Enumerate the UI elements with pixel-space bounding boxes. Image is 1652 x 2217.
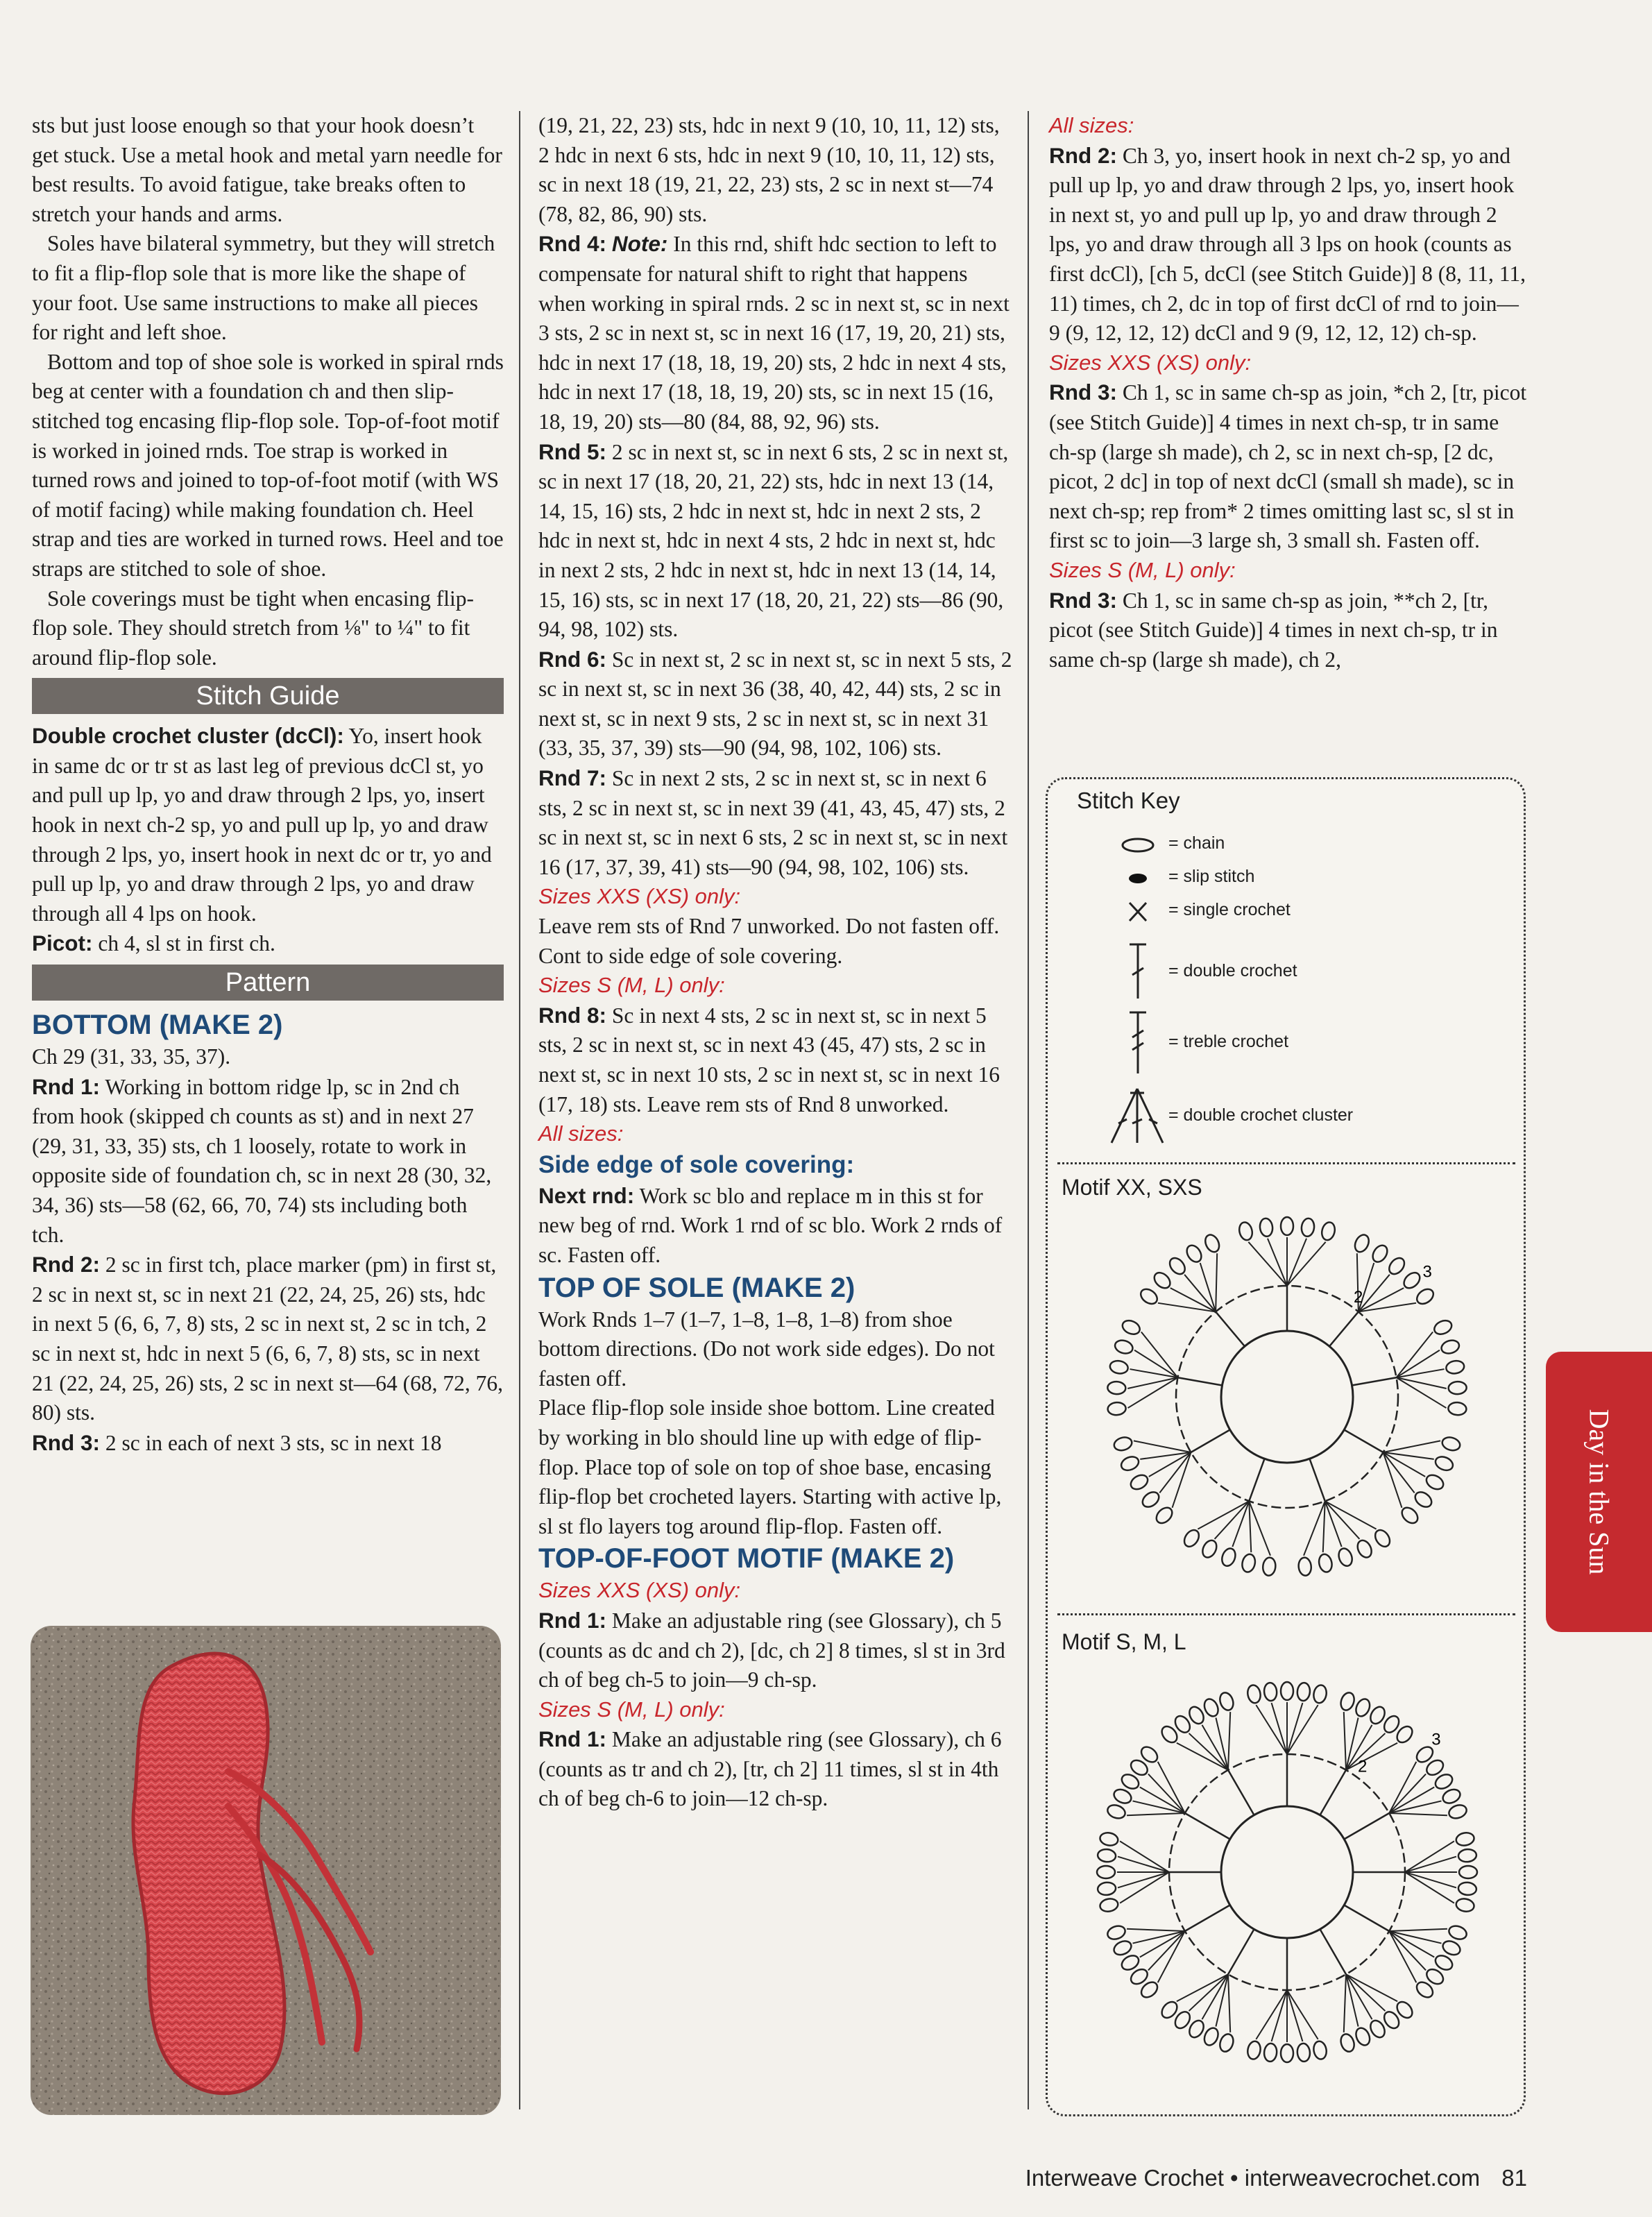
outer-stitch	[1249, 1501, 1251, 1552]
center-ring	[1221, 1806, 1353, 1938]
size-subhead: All sizes:	[538, 1121, 624, 1146]
symmetry-paragraph: Soles have bilateral symmetry, but they will stretch to fit a flip-flop sole that is more like the shape of your foot. Use same instructions to make all pieces for right and left shoe.	[32, 231, 495, 345]
rnd-label: Rnd 3:	[32, 1429, 100, 1455]
chain-symbol-icon	[1117, 828, 1159, 863]
rnd-text: Sc in next 2 sts, 2 sc in next st, sc in next 6 sts, 2 sc in next st, sc in next 39 (41, 43, 45, 47) sts, 2 sc in next st, sc in next 6 sts, 2 sc in next st, sc in next 16 (17, 37, 39, 41) sts—90 (94, 98, 102, 106) sts.	[538, 766, 1008, 879]
outer-stitch	[1120, 1872, 1169, 1903]
double-crochet-cluster-symbol-icon	[1106, 1085, 1168, 1147]
bottom-rnd-3	[32, 1428, 504, 1459]
motif-divider	[1057, 1613, 1515, 1615]
top-sole-heading: TOP OF SOLE (MAKE 2)	[538, 1272, 855, 1303]
outer-stitch	[1228, 1712, 1230, 1770]
picot	[1107, 1381, 1126, 1394]
picot	[1119, 1454, 1141, 1473]
rnd-label: Next rnd:	[538, 1182, 635, 1208]
outer-stitch	[1148, 1774, 1185, 1813]
outer-stitch	[1118, 1872, 1169, 1887]
size-subhead: Sizes S (M, L) only:	[538, 973, 725, 998]
outer-stitch	[1389, 1801, 1441, 1813]
outer-stitch	[1383, 1452, 1415, 1493]
rnd-text: Make an adjustable ring (see Glossary), ch 5 (counts as dc and ch 2), [dc, ch 2] 8 times, sl st in 3rd ch of beg ch-5 to join—9 ch-sp.	[538, 1608, 1005, 1692]
side-edge-heading: Side edge of sole covering:	[538, 1150, 855, 1178]
column-2	[538, 111, 1013, 1814]
outer-stitch	[1134, 1441, 1191, 1452]
tightness-paragraph: Sole coverings must be tight when encasing flip-flop sole. They should stretch from ⅛" to ¼" to fit around flip-flop sole.	[32, 586, 475, 670]
column-divider	[519, 111, 520, 2109]
picot	[1414, 1286, 1436, 1307]
outer-stitch	[1228, 1974, 1230, 2032]
dccl-text: Yo, insert hook in same dc or tr st as last leg of previous dcCl st, yo and pull up lp, yo and draw through 2 lps, yo, insert hook in next ch-2 sp, yo and pull up lp, yo and draw through 2 lps, yo, insert hook in next dc or tr, yo and pull up lp, yo and draw through 2 lps, yo and draw through all 4 lps on hook.	[32, 724, 492, 926]
outer-stitch	[1128, 1377, 1178, 1408]
key-row-treble-crochet	[1117, 1008, 1506, 1078]
outer-stitch	[1148, 1931, 1185, 1970]
picot	[1458, 1882, 1477, 1896]
picot	[1355, 1538, 1374, 1560]
picot	[1455, 1831, 1475, 1846]
key-row-chain	[1117, 828, 1506, 863]
column-divider	[1028, 111, 1029, 2109]
outer-stitch	[1127, 1813, 1185, 1815]
stitch-post	[1320, 1929, 1347, 1974]
size-subhead: Sizes XXS (XS) only:	[538, 884, 741, 909]
rnd-label: Rnd 2:	[1049, 142, 1117, 168]
section-tab-label: Day in the Sun	[1583, 1409, 1615, 1575]
outer-stitch	[1127, 1377, 1177, 1388]
picot	[1238, 1221, 1254, 1242]
picot	[1097, 1849, 1116, 1862]
rnd-text: 2 sc in next st, sc in next 6 sts, 2 sc in next st, sc in next 17 (18, 20, 21, 22) sts, hdc in next 13 (14, 14, 15, 16) sts, 2 hdc in next st, hdc in next 2 sts, 2 hdc in next st, hdc in next 4 sts, 2 hdc in next st, hdc in next 2 sts, 2 hdc in next st, hdc in next 13 (14, 14, 15, 16) sts, sc in next 17 (18, 20, 21, 22) sts—86 (90, 94, 98, 102) sts.	[538, 439, 1009, 642]
stitch-post	[1177, 1377, 1222, 1385]
stitch-post	[1185, 1905, 1230, 1932]
rnd-text: Work sc blo and replace m in this st for new beg of rnd. Work 1 rnd of sc blo. Work 2 rnds of sc. Fasten off.	[538, 1183, 1003, 1267]
outer-stitch	[1389, 1931, 1441, 1944]
intro-paragraph: sts but just loose enough so that your hook doesn’t get stuck. Use a metal hook and metal yarn needle for best results. To avoid fatigue, take breaks often to stretch your hands and arms.	[32, 113, 502, 226]
picot	[1432, 1318, 1454, 1336]
picot	[1263, 1682, 1277, 1701]
picot	[1413, 1489, 1435, 1510]
picot	[1300, 1218, 1315, 1237]
picot	[1433, 1454, 1455, 1473]
picot	[1458, 1849, 1477, 1862]
footer-site: interweavecrochet.com	[1244, 2165, 1481, 2191]
outer-stitch	[1389, 1931, 1426, 1970]
picot	[1099, 1831, 1119, 1846]
picot	[1336, 1547, 1354, 1568]
outer-stitch	[1189, 1733, 1228, 1770]
outer-stitch	[1118, 1857, 1169, 1872]
single-crochet-symbol-icon	[1117, 894, 1159, 929]
section-tab	[1546, 1352, 1652, 1632]
picot	[1401, 1270, 1422, 1291]
top-sole-text: Work Rnds 1–7 (1–7, 1–8, 1–8, 1–8) from shoe bottom directions. (Do not work side edges). Do not fasten off.	[538, 1307, 995, 1391]
picot	[1109, 1359, 1129, 1375]
stitch-post	[1329, 1311, 1359, 1346]
outer-stitch	[1344, 1974, 1346, 2032]
picot	[1281, 1682, 1293, 1700]
motif-heading: TOP-OF-FOOT MOTIF (MAKE 2)	[538, 1543, 955, 1574]
picot	[1424, 1472, 1446, 1493]
motif-rnd-2	[1049, 141, 1528, 348]
outer-stitch	[1216, 1253, 1217, 1311]
rnd-text: Ch 1, sc in same ch-sp as join, *ch 2, [tr, picot (see Stitch Guide)] 4 times in next ch-sp, tr in same ch-sp (large sh made), ch 2, sc in next ch-sp, [2 dc, picot, 2 dc] in top of next dcCl (small sh made), sc in next ch-sp; rep from* 2 times omitting last sc, sl st in first sc to join—3 large sh, 3 small sh. Fasten off.	[1049, 380, 1527, 553]
picot	[1140, 1489, 1162, 1510]
outer-stitch	[1198, 1501, 1249, 1529]
picot	[1318, 1553, 1334, 1573]
picot	[1459, 1866, 1477, 1878]
motif-2-chart	[1068, 1650, 1506, 2094]
picot	[1386, 1255, 1408, 1277]
bottom-rnd-1	[32, 1072, 504, 1250]
outer-stitch	[1346, 1974, 1359, 2026]
picot	[1246, 1684, 1261, 1704]
picot	[1259, 1218, 1274, 1237]
outer-stitch	[1127, 1929, 1185, 1931]
size-subhead: All sizes:	[1049, 113, 1134, 137]
bottom-rnd-2	[32, 1250, 504, 1428]
picot	[1447, 1803, 1469, 1821]
picot	[1354, 1697, 1372, 1718]
outer-stitch	[1287, 1990, 1302, 2041]
picot	[1202, 1232, 1222, 1254]
footer-magazine: Interweave Crochet	[1025, 2165, 1224, 2191]
note-label: Note:	[611, 231, 668, 257]
outer-stitch	[1287, 1990, 1318, 2039]
construction-paragraph: Bottom and top of shoe sole is worked in spiral rnds beg at center with a foundation ch and then slip-stitched tog encasing flip-flop sole. Top-of-foot motif is worked in joined rnds. Toe strap is worked in turned rows and joined to top-of-foot motif (with WS of motif facing) while making foundation ch. Heel strap and ties are worked in turned rows. Heel and toe straps are stitched to sole of shoe.	[32, 349, 504, 581]
center-ring	[1221, 1331, 1353, 1463]
picot	[1447, 1923, 1469, 1942]
outer-stitch	[1133, 1801, 1185, 1813]
rnd-text: 2 sc in each of next 3 sts, sc in next 18	[105, 1430, 442, 1455]
size-subhead: Sizes XXS (XS) only:	[1049, 350, 1252, 375]
outer-stitch	[1389, 1813, 1447, 1815]
picot	[1399, 1504, 1420, 1526]
picot	[1167, 1255, 1189, 1277]
stitch-post	[1228, 1770, 1254, 1815]
picot-label: Picot:	[32, 931, 93, 956]
key-label: = treble crochet	[1168, 1032, 1289, 1051]
picot	[1114, 1339, 1134, 1356]
rnd-text: Make an adjustable ring (see Glossary), ch 6 (counts as tr and ch 2), [tr, ch 2] 11 times, sl st in 4th ch of beg ch-6 to join—12 ch-sp.	[538, 1727, 1002, 1811]
outer-stitch	[1120, 1841, 1169, 1872]
outer-stitch	[1405, 1872, 1454, 1903]
rnd-label: Rnd 2:	[32, 1252, 100, 1277]
stitch-post	[1216, 1311, 1245, 1346]
picot	[1220, 1547, 1238, 1568]
round-label: 2	[1354, 1288, 1363, 1307]
bottom-rnd-3-continued: (19, 21, 22, 23) sts, hdc in next 9 (10, 10, 11, 12) sts, 2 hdc in next 6 sts, hdc in next 9 (10, 10, 11, 12) sts, sc in next 18 (19, 21, 22, 23) sts, 2 sc in next st—74 (78, 82, 86, 90) sts.	[538, 113, 1000, 226]
bottom-rnd-6	[538, 645, 1013, 763]
outer-stitch	[1383, 1452, 1434, 1459]
stitch-guide-banner: Stitch Guide	[32, 678, 504, 714]
outer-stitch	[1133, 1931, 1185, 1944]
outer-stitch	[1287, 1705, 1318, 1754]
round-label: 3	[1422, 1262, 1432, 1282]
picot	[1281, 1217, 1293, 1235]
column-3	[1049, 111, 1528, 674]
dccl-label: Double crochet cluster (dcCl):	[32, 723, 344, 749]
picot-definition	[32, 928, 504, 959]
outer-stitch	[1256, 1990, 1287, 2039]
side-edge-next-rnd	[538, 1181, 1013, 1271]
rnd-label: Rnd 8:	[538, 1002, 606, 1028]
outer-stitch	[1141, 1332, 1178, 1377]
bottom-rnd-7	[538, 763, 1013, 882]
outer-stitch	[1159, 1452, 1191, 1493]
bottom-rnd-5	[538, 437, 1013, 645]
picot	[1112, 1939, 1133, 1957]
motif-1-title: Motif XX, SXS	[1062, 1175, 1202, 1200]
key-row-single-crochet	[1117, 894, 1506, 929]
double-crochet-symbol-icon	[1117, 940, 1159, 1003]
picot	[1320, 1221, 1337, 1242]
round-label: 3	[1431, 1730, 1441, 1749]
outer-stitch	[1216, 1974, 1228, 2026]
picot	[1246, 2040, 1261, 2060]
page-footer	[1025, 2165, 1527, 2191]
bottom-rnd-4	[538, 229, 1013, 436]
rnd-text: In this rnd, shift hdc section to left to compensate for natural shift to right that happens when working in spiral rnds. 2 sc in next st, sc in next 3 sts, 2 sc in next st, sc in next 16 (17, 19, 20, 21) sts, hdc in next 17 (18, 18, 19, 20) sts, 2 hdc in next 4 sts, hdc in next 17 (18, 18, 19, 20) sts, sc in next 15 (16, 18, 19, 20) sts—80 (84, 88, 92, 96) sts.	[538, 232, 1010, 434]
outer-stitch	[1287, 1239, 1306, 1286]
picot	[1128, 1472, 1150, 1493]
motif-rnd-1-xxs	[538, 1606, 1013, 1695]
dccl-definition	[32, 721, 504, 928]
stitch-key-title: Stitch Key	[1077, 788, 1180, 813]
key-row-dc-cluster	[1117, 1085, 1506, 1147]
picot	[1218, 2032, 1236, 2054]
picot	[1218, 1691, 1236, 1713]
picot	[1106, 1803, 1127, 1821]
key-label: = slip stitch	[1168, 867, 1255, 886]
picot	[1138, 1286, 1160, 1307]
outer-stitch	[1256, 1705, 1287, 1754]
motif-2-title: Motif S, M, L	[1062, 1629, 1186, 1654]
picot	[1202, 1697, 1220, 1718]
key-label: = double crochet	[1168, 961, 1297, 980]
bottom-rnd-8	[538, 1001, 1013, 1119]
outer-stitch	[1287, 1242, 1326, 1286]
stitch-post	[1344, 1905, 1389, 1932]
rnd-label: Rnd 5:	[538, 439, 606, 464]
rnd-text: Sc in next 4 sts, 2 sc in next st, sc in next 5 sts, 2 sc in next st, sc in next 43 (45, 47) sts, 2 sc in next st, sc in next 10 sts, 2 sc in next st, sc in next 16 (17, 18) sts. Leave rem sts of Rnd 8 unworked.	[538, 1003, 1000, 1116]
column-1	[32, 111, 504, 1458]
picot	[1121, 1318, 1142, 1336]
stitch-post	[1309, 1459, 1325, 1501]
outer-stitch	[1346, 1974, 1385, 2011]
assembly-text: Place flip-flop sole inside shoe bottom. Line created by working in blo should line up with edge of flip-flop. Place top of sole on top of shoe base, encasing flip-flop bet crocheted layers. Starting with active lp, sl st flo layers tog around flip-flop. Fasten off.	[538, 1395, 1002, 1538]
rnd-label: Rnd 7:	[538, 765, 606, 791]
picot	[1448, 1381, 1467, 1394]
outer-stitch	[1232, 1501, 1249, 1547]
picot	[1184, 1243, 1204, 1265]
outer-stitch	[1216, 1718, 1228, 1770]
sole-shape	[133, 1654, 284, 2093]
stitch-post	[1185, 1813, 1230, 1840]
picot	[1099, 1897, 1119, 1912]
picot	[1297, 2043, 1311, 2062]
rnd-label: Rnd 1:	[538, 1607, 606, 1633]
picot	[1106, 1923, 1127, 1942]
outer-stitch	[1325, 1501, 1360, 1539]
sole-photo-illustration	[31, 1626, 501, 2115]
key-row-double-crochet	[1117, 940, 1506, 1003]
rnd-text: Sc in next st, 2 sc in next st, sc in next 5 sts, 2 sc in next st, sc in next 36 (38, 40, 42, 44) sts, 2 sc in next st, sc in next 9 sts, 2 sc in next st, sc in next 31 (33, 35, 37, 39) sts—90 (94, 98, 102, 106) sts.	[538, 647, 1012, 761]
picot	[1455, 1897, 1475, 1912]
rnd-label: Rnd 4:	[538, 231, 606, 257]
size-subhead: Sizes XXS (XS) only:	[538, 1578, 741, 1603]
picot	[1107, 1402, 1126, 1416]
picot	[1182, 1527, 1202, 1549]
picot	[1440, 1436, 1461, 1452]
outer-stitch	[1405, 1857, 1456, 1872]
bottom-chain: Ch 29 (31, 33, 35, 37).	[32, 1044, 231, 1069]
outer-stitch	[1287, 1703, 1302, 1754]
picot	[1338, 2032, 1356, 2054]
picot	[1097, 1866, 1115, 1878]
stitch-post	[1320, 1770, 1347, 1815]
outer-stitch	[1383, 1452, 1402, 1508]
outer-stitch	[1344, 1712, 1346, 1770]
outer-stitch	[1304, 1501, 1325, 1555]
outer-stitch	[1173, 1452, 1191, 1508]
stitch-post	[1228, 1929, 1254, 1974]
rnd-label: Rnd 3:	[1049, 380, 1117, 405]
outer-stitch	[1249, 1501, 1270, 1555]
stitch-key-box	[1046, 777, 1526, 2116]
outer-stitch	[1272, 1703, 1287, 1754]
footer-bullet: •	[1230, 2165, 1238, 2191]
outer-stitch	[1397, 1332, 1433, 1377]
motif-rnd-1-s	[538, 1724, 1013, 1814]
picot	[1153, 1504, 1175, 1526]
picot	[1151, 1270, 1173, 1291]
slip-stitch-symbol-icon	[1117, 861, 1159, 896]
pattern-banner: Pattern	[32, 965, 504, 1001]
outer-stitch	[1389, 1929, 1447, 1931]
stitch-post	[1344, 1813, 1389, 1840]
outer-stitch	[1389, 1774, 1426, 1813]
key-label: = chain	[1168, 833, 1225, 853]
picot	[1297, 1557, 1312, 1577]
rnd-label: Rnd 3:	[1049, 587, 1117, 613]
picot-text: ch 4, sl st in first ch.	[98, 931, 275, 956]
picot	[1113, 1436, 1134, 1452]
picot	[1262, 1557, 1277, 1577]
picot	[1200, 1538, 1219, 1560]
picot	[1440, 1939, 1462, 1957]
picot	[1263, 2043, 1277, 2062]
outer-stitch	[1184, 1275, 1216, 1312]
outer-stitch	[1397, 1377, 1447, 1388]
outer-stitch	[1383, 1441, 1441, 1452]
round-label: 2	[1358, 1757, 1368, 1776]
xxs-instructions: Leave rem sts of Rnd 7 unworked. Do not fasten off. Cont to side edge of sole covering.	[538, 914, 1000, 968]
outer-stitch	[1325, 1501, 1342, 1547]
page-number: 81	[1501, 2165, 1527, 2191]
outer-stitch	[1346, 1718, 1359, 1770]
size-subhead: Sizes S (M, L) only:	[538, 1697, 725, 1722]
motif-1-chart	[1068, 1189, 1506, 1598]
picot	[1281, 2044, 1293, 2062]
stitch-post	[1191, 1430, 1229, 1453]
picot	[1202, 2025, 1220, 2047]
bottom-heading: BOTTOM (MAKE 2)	[32, 1010, 283, 1041]
outer-stitch	[1359, 1275, 1390, 1312]
picot	[1241, 1553, 1257, 1573]
outer-stitch	[1140, 1452, 1191, 1459]
picot	[1352, 1232, 1372, 1254]
outer-stitch	[1268, 1239, 1287, 1286]
outer-stitch	[1272, 1990, 1287, 2041]
picot	[1372, 1527, 1393, 1549]
outer-stitch	[1215, 1501, 1250, 1539]
picot	[1297, 1682, 1311, 1701]
rnd-label: Rnd 1:	[32, 1073, 100, 1099]
picot	[1440, 1339, 1461, 1356]
rnd-label: Rnd 1:	[538, 1726, 606, 1752]
picot	[1370, 1243, 1390, 1265]
picot	[1440, 1787, 1462, 1806]
rnd-text: 2 sc in first tch, place marker (pm) in first st, 2 sc in next st, sc in next 21 (22, 24, 25, 26) sts, hdc in next 5 (6, 6, 7, 8) sts, 2 sc in next st, 2 sc in tch, 2 sc in next st, hdc in next 5 (6, 6, 7, 8) sts, sc in next 21 (22, 24, 25, 26) sts, 2 sc in next st—64 (68, 72, 76, 80) sts.	[32, 1252, 503, 1425]
stitch-post	[1344, 1430, 1383, 1453]
treble-crochet-symbol-icon	[1117, 1008, 1159, 1078]
outer-stitch	[1405, 1841, 1454, 1872]
outer-stitch	[1325, 1501, 1377, 1529]
picot	[1312, 2040, 1327, 2060]
key-row-slip-stitch	[1117, 861, 1506, 896]
key-divider	[1057, 1162, 1515, 1164]
picot	[1097, 1882, 1116, 1896]
outer-stitch	[1397, 1377, 1447, 1408]
motif-rnd-3-s	[1049, 586, 1528, 675]
picot	[1338, 1691, 1356, 1713]
stitch-post	[1352, 1377, 1397, 1385]
rnd-text: Working in bottom ridge lp, sc in 2nd ch from hook (skipped ch counts as st) and in next 27 (29, 31, 33, 35) sts, ch 1 loosely, rotate to work in opposite side of foundation ch, sc in next 28 (30, 32, 34, 36) sts—58 (62, 66, 70, 74) sts including both tch.	[32, 1074, 492, 1247]
picot	[1312, 1684, 1327, 1704]
key-label: = double crochet cluster	[1168, 1105, 1354, 1125]
stitch-post	[1249, 1459, 1264, 1501]
rnd-label: Rnd 6:	[538, 646, 606, 672]
rnd-text: Ch 3, yo, insert hook in next ch-2 sp, yo and pull up lp, yo and draw through 2 lps, yo, insert hook in next st, yo and pull up lp, yo and draw through 2 lps, yo and draw through all 3 lps on hook (counts as first dcCl), [ch 5, dcCl (see Stitch Guide)] 8 (8, 11, 11, 11) times, ch 2, dc in top of first dcCl of rnd to join—9 (9, 12, 12, 12) dcCl and 9 (9, 12, 12, 12) ch-sp.	[1049, 143, 1526, 346]
rnd-text: Ch 1, sc in same ch-sp as join, **ch 2, [tr, picot (see Stitch Guide)] 4 times in next ch-sp, tr in same ch-sp (large sh made), ch 2,	[1049, 588, 1498, 672]
outer-stitch	[1323, 1501, 1325, 1552]
outer-stitch	[1189, 1974, 1228, 2011]
size-subhead: Sizes S (M, L) only:	[1049, 557, 1236, 582]
outer-stitch	[1405, 1872, 1456, 1887]
picot	[1112, 1787, 1133, 1806]
motif-rnd-3-xxs	[1049, 377, 1528, 556]
picot	[1354, 2025, 1372, 2047]
outer-stitch	[1248, 1242, 1287, 1286]
picot	[1445, 1359, 1465, 1375]
key-label: = single crochet	[1168, 900, 1291, 919]
picot	[1448, 1402, 1467, 1416]
sole-photo	[31, 1626, 501, 2115]
